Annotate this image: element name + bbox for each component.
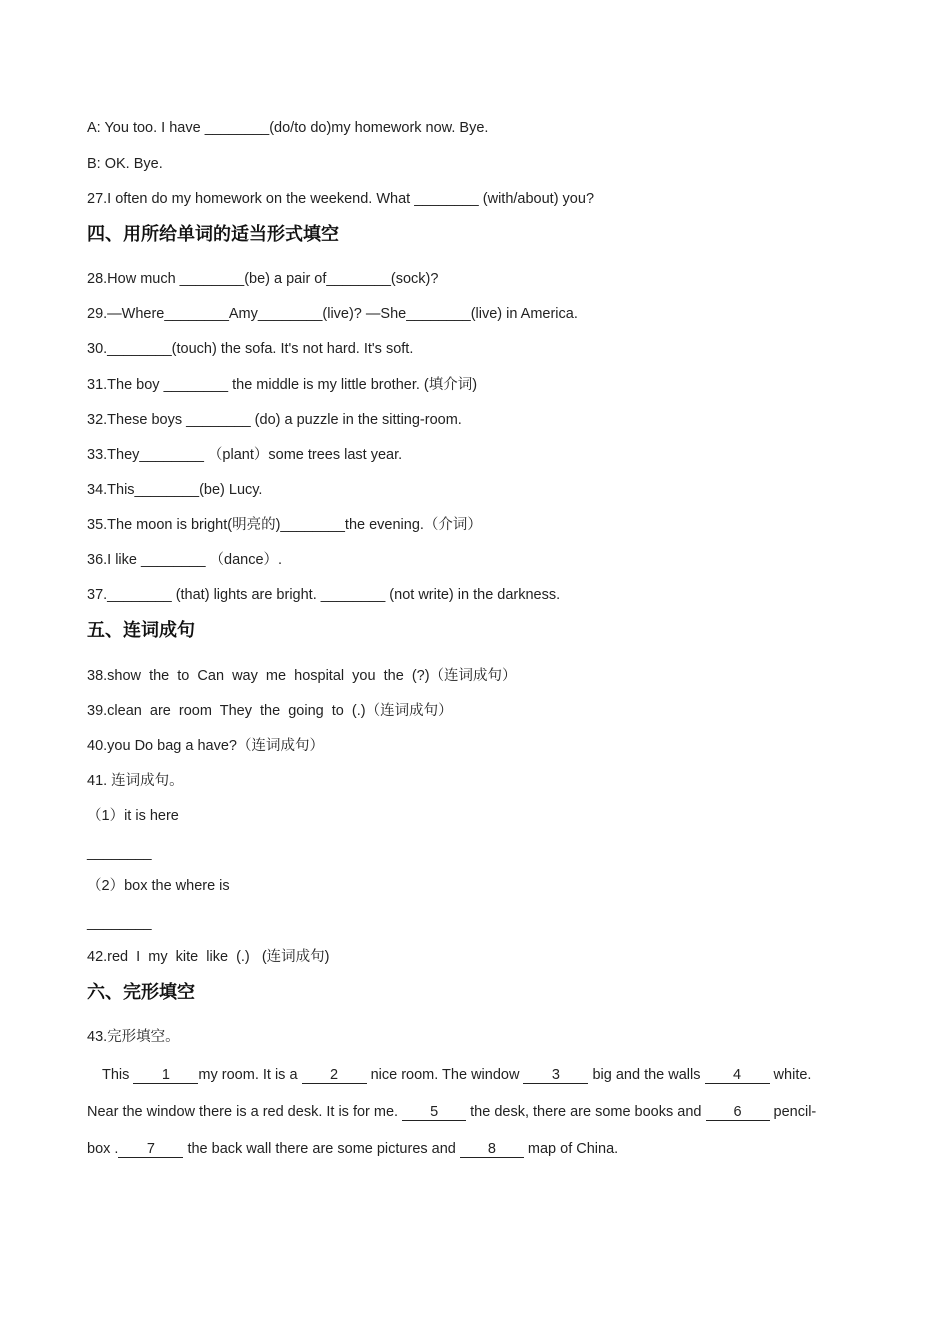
question-40: 40.you Do bag a have?（连词成句）	[87, 738, 324, 754]
cloze-blank-7: 7	[118, 1141, 183, 1158]
cloze-text: Near the window there is a red desk. It is for me.	[87, 1104, 403, 1120]
cloze-text: map of China.	[523, 1141, 619, 1157]
question-31: 31.The boy ________ the middle is my little brother. (填介词)	[87, 377, 478, 393]
question-36: 36.I like ________ （dance）.	[87, 552, 283, 568]
question-43: 43.完形填空。	[87, 1029, 180, 1045]
question-34: 34.This________(be) Lucy.	[87, 482, 263, 498]
answer-blank-41-1: ________	[87, 845, 152, 861]
cloze-blank-5: 5	[402, 1104, 466, 1121]
cloze-text: nice room. The window	[366, 1067, 524, 1083]
cloze-line-1	[102, 1065, 811, 1085]
cloze-text: my room. It is a	[198, 1067, 302, 1083]
cloze-blank-2: 2	[302, 1067, 367, 1084]
dialogue-line-b: B: OK. Bye.	[87, 156, 163, 172]
question-42: 42.red I my kite like (.) (连词成句)	[87, 949, 330, 965]
question-27: 27.I often do my homework on the weekend. What ________ (with/about) you?	[87, 191, 595, 207]
question-41-part-1: （1）it is here	[87, 808, 179, 824]
cloze-text: the back wall there are some pictures and	[183, 1141, 460, 1157]
section-5-title: 五、连词成句	[87, 620, 195, 640]
cloze-blank-3: 3	[523, 1067, 588, 1084]
question-35: 35.The moon is bright(明亮的)________the evening.（介词）	[87, 517, 482, 533]
cloze-text: box .	[87, 1141, 119, 1157]
cloze-blank-6: 6	[706, 1104, 770, 1121]
cloze-blank-8: 8	[460, 1141, 524, 1158]
question-28: 28.How much ________(be) a pair of________(sock)?	[87, 271, 439, 287]
question-29: 29.—Where________Amy________(live)? —She________(live) in America.	[87, 306, 578, 322]
dialogue-line-a: A: You too. I have ________(do/to do)my homework now. Bye.	[87, 120, 489, 136]
question-30: 30.________(touch) the sofa. It's not hard. It's soft.	[87, 341, 414, 357]
cloze-blank-4: 4	[705, 1067, 770, 1084]
question-37: 37.________ (that) lights are bright. ________ (not write) in the darkness.	[87, 587, 561, 603]
question-38: 38.show the to Can way me hospital you the (?)（连词成句）	[87, 668, 517, 684]
section-6-title: 六、完形填空	[87, 982, 195, 1002]
question-33: 33.They________ （plant）some trees last year.	[87, 447, 403, 463]
cloze-line-2	[87, 1102, 816, 1122]
cloze-text: big and the walls	[588, 1067, 705, 1083]
cloze-blank-1: 1	[133, 1067, 198, 1084]
answer-blank-41-2: ________	[87, 915, 152, 931]
question-32: 32.These boys ________ (do) a puzzle in the sitting-room.	[87, 412, 462, 428]
cloze-text: pencil-	[769, 1104, 817, 1120]
question-41-part-2: （2）box the where is	[87, 878, 230, 894]
question-41: 41. 连词成句。	[87, 773, 184, 789]
cloze-text: This	[102, 1067, 134, 1083]
cloze-text: white.	[769, 1067, 812, 1083]
section-4-title: 四、用所给单词的适当形式填空	[87, 224, 339, 244]
question-39: 39.clean are room They the going to (.)（连词成句）	[87, 703, 453, 719]
cloze-text: the desk, there are some books and	[466, 1104, 706, 1120]
cloze-line-3	[87, 1139, 618, 1159]
